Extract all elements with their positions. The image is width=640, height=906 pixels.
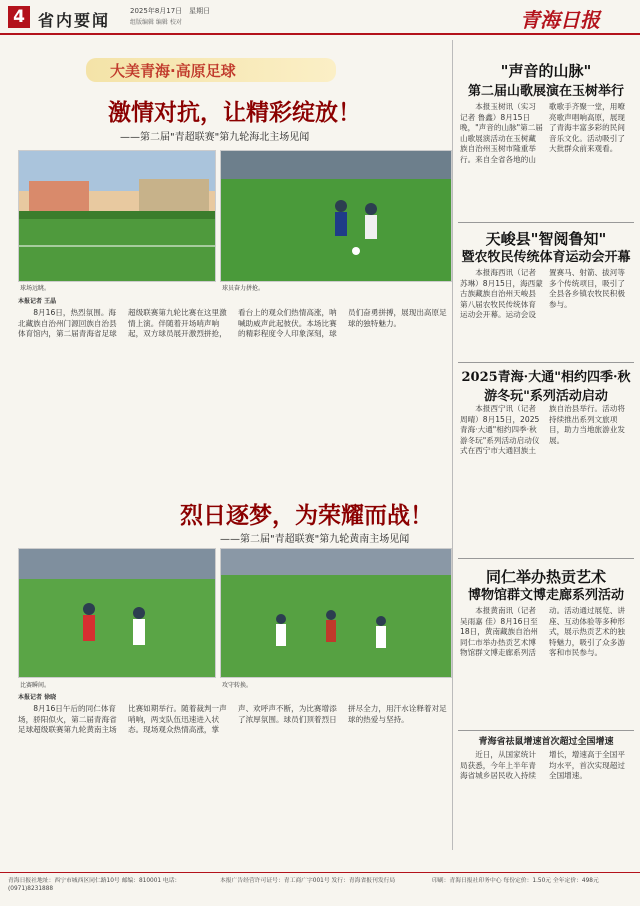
article-2-body xyxy=(18,704,448,864)
article-a4-title: 同仁举办热贡艺术 xyxy=(485,568,606,586)
subhead-2: ——第二届"青超联赛"第九轮黄南主场见闻 xyxy=(220,534,410,545)
footer-col-2: 本报广告经营许可证号：青工商广字001号 发行：青海省报刊发行局 xyxy=(220,878,396,884)
page-footer xyxy=(0,872,640,906)
photo-2-caption: 球员奋力拼抢。 xyxy=(222,285,265,292)
section-title: 省内要闻 xyxy=(38,11,111,30)
divider xyxy=(458,362,634,363)
photo-4-caption: 攻守转换。 xyxy=(222,682,253,689)
article-a4-body xyxy=(460,606,632,726)
article-a4-text: 本报黄南讯（记者 吴雨嘉 佳）8月16日至18日，黄南藏族自治州同仁市举办热贡艺术博物馆群文博走廊系列活动。活动通过展览、讲座、互动体验等多种形式，展示热贡艺术的独特魅力，吸引了众多游客和市民参与。 xyxy=(460,606,625,657)
photo-match-1 xyxy=(18,548,216,678)
article-a2-subtitle: 暨农牧民传统体育运动会开幕 xyxy=(461,250,631,265)
byline-1: 本报记者 王晶 xyxy=(18,298,57,305)
divider xyxy=(458,730,634,731)
article-a3-title: 2025青海·大通"相约四季·秋游冬玩"系列活动启动 xyxy=(461,370,631,404)
photo-1-caption: 球场远眺。 xyxy=(20,285,51,292)
issue-date: 2025年8月17日 星期日 xyxy=(130,7,211,15)
article-1-text: 8月16日，热烈氛围。海北藏族自治州门源回族自治县体育馆内，第二届青海省足球超级联赛第九轮比赛在这里激情上演。伴随着开场哨声响起，双方球员展开激烈拼抢，看台上的观众们热情高涨，呐喊助威声此起彼伏。本场比赛的精彩程度令人印象深刻，球员们奋勇拼搏，展现出高原足球的独特魅力。 xyxy=(18,308,447,338)
column-separator xyxy=(452,40,453,850)
photo-match-2 xyxy=(220,548,452,678)
masthead-logo: 青海日报 xyxy=(520,8,600,32)
article-a2-text: 本报海西讯（记者 苏琳）8月15日，海西蒙古族藏族自治州天峻县第八届农牧民传统体育运动会开幕。运动会设置赛马、射箭、拔河等多个传统项目，吸引了全县各乡镇农牧民积极参与。 xyxy=(460,268,625,319)
divider xyxy=(458,558,634,559)
headline-1: 激情对抗，让精彩绽放！ xyxy=(108,99,361,126)
article-a5-text: 近日，从国家统计局获悉，今年上半年青海省城乡居民收入持续增长，增速高于全国平均水平，首次实现超过全国增速。 xyxy=(460,750,625,780)
article-a2-body xyxy=(460,268,632,358)
article-a5-title: 青海省祛鼠增速首次超过全国增速 xyxy=(478,737,614,747)
article-a1-text: 本报玉树讯（实习记者 鲁鑫）8月15日晚，"声音的山脉"第二届山歌展演活动在玉树藏族自治州玉树市隆重举行。来自全省各地的山歌歌手齐聚一堂，用嘹亮歌声唱响高原，展现了青海丰富多彩的民间音乐文化。活动吸引了大批群众前来观看。 xyxy=(460,102,625,164)
byline-2: 本报记者 徐晓 xyxy=(18,694,57,701)
divider xyxy=(458,222,634,223)
article-a3-body xyxy=(460,404,632,554)
article-a5-body xyxy=(460,750,632,865)
article-a4-subtitle: 博物馆群文博走廊系列活动 xyxy=(467,588,624,603)
footer-col-1: 青海日报社地址：西宁市城西区同仁路10号 邮编：810001 电话：(0971)8231888 xyxy=(8,878,181,892)
article-a1-body xyxy=(460,102,632,217)
photo-3-caption: 比赛瞬间。 xyxy=(20,682,51,689)
article-a1-title: "声音的山脉" xyxy=(500,62,592,80)
footer-col-3: 印刷：青海日报社印务中心 每份定价：1.50元 全年定价：498元 xyxy=(432,878,599,884)
headline-2: 烈日逐梦，为荣耀而战！ xyxy=(180,502,433,529)
article-2-text: 8月16日午后的同仁体育场，骄阳似火，第二届青海省足球超级联赛第九轮黄南主场比赛如期举行。随着裁判一声哨响，两支队伍迅速进入状态。现场观众热情高涨，掌声、欢呼声不断，为比赛增添了浓厚氛围。球员们顶着烈日拼尽全力，用汗水诠释着对足球的热爱与坚持。 xyxy=(18,704,447,734)
topic-banner-text: 大美青海·高原足球 xyxy=(110,62,236,80)
photo-stadium xyxy=(18,150,216,282)
subhead-1: ——第二届"青超联赛"第九轮海北主场见闻 xyxy=(120,132,310,143)
article-a1-subtitle: 第二届山歌展演在玉树举行 xyxy=(467,84,624,99)
article-a3-text: 本报西宁讯（记者 周晴）8月15日，2025青海·大通"相约四季·秋游冬玩"系列活动启动仪式在西宁市大通回族土族自治县举行。活动将持续推出系列文旅项目，助力当地旅游业发展。 xyxy=(460,404,625,455)
header-rule xyxy=(0,33,640,35)
article-1-body xyxy=(18,308,448,488)
editor-credits: 组版编辑 编辑 校对 xyxy=(130,19,182,26)
article-a2-title: 天峻县"智阅鲁知" xyxy=(485,230,607,248)
page-number: 4 xyxy=(8,6,30,28)
photo-players xyxy=(220,150,452,282)
